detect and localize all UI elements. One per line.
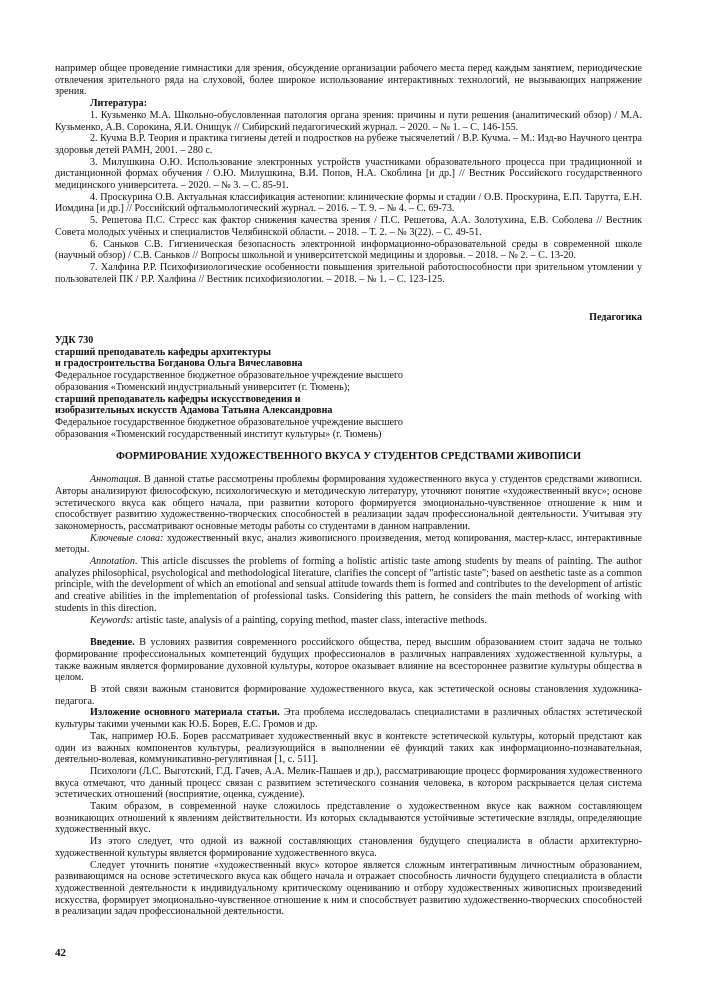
body-paragraph: Следует уточнить понятие «художественный вкус» которое является сложным интегративным личностным образованием, развивающимся на основе эстетического вкуса как общего начала и отражает способность личности будущего специалиста в области художественной деятельности к индивидуальному критическому оцениванию и отбору художественных живописных произведений искусства, формирует эмоционально-чувственное отношение к ним и способствует развитию художественно-творческих способностей в реализации задач профессиональной деятельности. [55, 859, 642, 918]
author-organization: Федеральное государственное бюджетное образовательное учреждение высшего [55, 370, 403, 382]
author-organization: Федеральное государственное бюджетное образовательное учреждение высшего [55, 416, 403, 428]
literature-heading: Литература: [90, 98, 148, 110]
reference-item: 2. Кучма В.Р. Теория и практика гигиены детей и подростков на рубеже тысячелетий / В.Р. Кучма. – М.: Изд-во Научного центра здоровья детей РАМН, 2001. – 280 с. [55, 133, 642, 156]
main-text: Эта проблема исследовалась специалистами в различных областях эстетической культуры такими учеными как Ю.Б. Борев, Е.С. Громов и др. [55, 707, 642, 731]
article-title: ФОРМИРОВАНИЕ ХУДОЖЕСТВЕННОГО ВКУСА У СТУДЕНТОВ СРЕДСТВАМИ ЖИВОПИСИ [115, 451, 582, 463]
body-paragraph: В этой связи важным становится формирование художественного вкуса, как эстетической основы становления художника-педагога. [55, 684, 642, 707]
reference-item: 1. Кузьменко М.А. Школьно-обусловленная патология органа зрения: причины и пути решения (аналитический обзор) / М.А. Кузьменко, А.В. Сорокина, Я.И. Онищук // Сибирский педагогический журнал. – 2020. – № 1. – С. 146-155. [55, 109, 642, 133]
author-name: и градостроительства Богданова Ольга Вячеславовна [55, 358, 303, 370]
page-number: 42 [55, 947, 66, 959]
reference-item: 3. Милушкина О.Ю. Использование электронных устройств участниками образовательного процесса при традиционной и дистанционной формах обучения / О.Ю. Милушкина, В.И. Попов, Н.А. Скоблина [и др.] // Вестник Российского государственного медицинского университета. – 2020. – № 3. – С. 85-91. [55, 156, 642, 192]
author-position: старший преподаватель кафедры искусствоведения и [55, 393, 301, 405]
author-block-1 [55, 347, 642, 394]
keywords-ru [55, 533, 642, 556]
author-organization: образования «Тюменский государственный институт культуры» (г. Тюмень) [55, 428, 382, 440]
body-paragraph: Так, например Ю.Б. Борев рассматривает художественный вкус в контексте эстетической культуры, который предстают как один из важных компонентов культуры, реализующийся в выполнении её функций таких как информационно-познавательная, деятельно-волевая, коммуникативно-регулятивная [1, с. 511]. [55, 730, 642, 766]
intro-text: В условиях развития современного российского общества, перед высшим образованием стоит задача не только формирование профессиональных компетенций будущих профессионалов в различных направлениях художественной культуры, а также важным является формирование духовной культуры, которое оказывает влияние на всестороннее развитие культуры общества в целом. [55, 637, 642, 684]
keywords-ru-text: художественный вкус, анализ живописного произведения, метод копирования, мастер-класс, интерактивные методы. [55, 532, 642, 556]
reference-item: 7. Халфина Р.Р. Психофизиологические особенности повышения зрительной работоспособности при зрительном утомлении у пользователей ПК / Р.Р. Халфина // Вестник психофизиологии. – 2018. – № 1. – С. 123-125. [55, 261, 642, 285]
abstract-ru-text: В данной статье рассмотрены проблемы формирования художественного вкуса у студентов средствами живописи. Авторы анализируют философскую, психологическую и методическую литературу, уточняют понятие «художественный вкус»; основе эстетического вкуса как общего начала, при развитии которого формируется эмоционально-чувственное отношение к ним и способствует развитию художественно-творческих способностей в реализации задач профессиональной деятельности. Учитывая эту закономерность, рассматривают основные методы работы со студентами в данном направлении. [55, 474, 642, 532]
section-label: Педагогика [589, 312, 642, 324]
abstract-ru-label: Аннотация. [90, 474, 141, 486]
abstract-en [55, 556, 642, 615]
keywords-ru-label: Ключевые слова: [90, 532, 164, 544]
udk-code: УДК 730 [55, 335, 94, 347]
reference-item: 5. Решетова П.С. Стресс как фактор снижения качества зрения / П.С. Решетова, А.А. Золотухина, Е.В. Соболева // Вестник Совета молодых учёных и специалистов Челябинской области. – 2018. – Т. 2. – № 3(22). – С. 49-51. [55, 215, 642, 238]
keywords-en [55, 615, 642, 627]
intro-paragraph [55, 637, 642, 684]
keywords-en-text: artistic taste, analysis of a painting, copying method, master class, interactive methods. [133, 614, 487, 626]
reference-item: 4. Проскурина О.В. Актуальная классификация астенопии: клинические формы и стадии / О.В. Проскурина, Е.П. Тарутта, Е.Н. Иомдина [и др.] // Российский офтальмологический журнал. – 2016. – Т. 9. – № 4. – С. 69-73. [55, 191, 642, 215]
body-paragraph: Таким образом, в современной науке сложилось представление о художественном вкусе как важном составляющем возникающих отношений к явлениям действительности. Из которых складываются устойчивые эстетические взгляды, определяющие художественный вкус. [55, 801, 642, 836]
abstract-ru [55, 474, 642, 533]
author-position: старший преподаватель кафедры архитектуры [55, 346, 272, 358]
document-page [55, 63, 642, 918]
intro-label: Введение. [90, 637, 135, 649]
author-name: изобразительных искусств Адамова Татьяна Александровна [55, 405, 333, 417]
previous-article-tail: например общее проведение гимнастики для зрения, обсуждение организации рабочего места перед каждым занятием, периодические отвлечения зрительного ряда на слуховой, более широкое использование интерактивных технологий, не вызывающих напряжение зрения. [55, 63, 642, 98]
body-paragraph: Психологи (Л.С. Выготский, Г.Д. Гачев, А.А. Мелик-Пашаев и др.), рассматривающие процесс формирования художественного вкуса отмечают, что данный процесс связан с развитием эстетического сознания человека, в котором раскрывается целая система эстетических отношений (восприятие, оценка, суждение). [55, 765, 642, 801]
reference-item: 6. Саньков С.В. Гигиеническая безопасность электронной информационно-образовательной среды в современной школе (научный обзор) / С.В. Саньков // Вопросы школьной и университетской медицины и здоровья. – 2018. – № 2. – С. 13-20. [55, 238, 642, 262]
author-organization: образования «Тюменский индустриальный университет (г. Тюмень); [55, 381, 350, 393]
author-block-2 [55, 394, 642, 441]
main-label: Изложение основного материала статьи. [90, 707, 280, 719]
body-paragraph: Из этого следует, что одной из важной составляющих становления будущего специалиста в области архитектурно-художественной культуры является формирование художественного вкуса. [55, 836, 642, 859]
abstract-en-text: . This article discusses the problems of forming a holistic artistic taste among students by means of painting. The author analyzes philosophical, psychological and methodological literature, clarifies the concept of "artistic taste"; based on aesthetic taste as a common principle, with the development of which an emotional and sensual attitude towards them is formed and contributes to the development of artistic and creative abilities in the implementation of professional tasks. Considering this pattern, he considers the main methods of working with students in this direction. [55, 556, 642, 614]
abstract-en-label: Annotation [90, 556, 135, 568]
keywords-en-label: Keywords: [90, 614, 134, 626]
main-paragraph [55, 707, 642, 730]
